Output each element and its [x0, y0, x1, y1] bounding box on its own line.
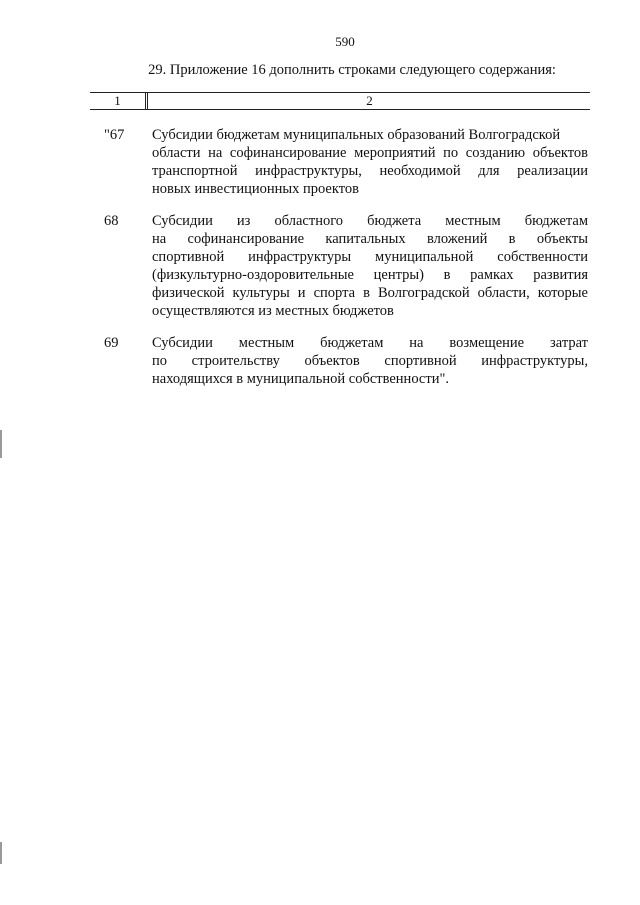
page-number: 590 [335, 34, 355, 49]
row-text-line: на софинансирование капитальных вложений в объекты [152, 231, 588, 247]
row-text-line: Субсидии бюджетам муниципальных образований Волгоградской [152, 127, 561, 143]
row-number: 69 [104, 335, 119, 351]
table-header-col2: 2 [147, 93, 591, 109]
row-text-line: новых инвестиционных проектов [152, 181, 359, 197]
row-text [152, 212, 588, 320]
row-text [152, 334, 588, 388]
row-text-line: находящихся в муниципальной собственности". [152, 371, 450, 387]
intro-paragraph: 29. Приложение 16 дополнить строками следующего содержания: [148, 62, 556, 78]
row-text-line: Субсидии из областного бюджета местным бюджетам [152, 213, 588, 229]
row-text-line: по строительству объектов спортивной инфраструктуры, [152, 353, 588, 369]
row-number: "67 [104, 127, 125, 143]
table-header [90, 92, 590, 110]
scan-edge-mark [0, 430, 2, 458]
row-text-line: Субсидии местным бюджетам на возмещение затрат [152, 335, 588, 351]
row-text-line: (физкультурно-оздоровительные центры) в рамках развития [152, 267, 588, 283]
row-number: 68 [104, 213, 119, 229]
row-text-line: физической культуры и спорта в Волгоградской области, которые [152, 285, 588, 301]
row-text-line: осуществляются из местных бюджетов [152, 303, 394, 319]
row-text-line: области на софинансирование мероприятий по созданию объектов [152, 145, 588, 161]
table-header-col1: 1 [90, 93, 146, 109]
row-text-line: транспортной инфраструктуры, необходимой для реализации [152, 163, 588, 179]
row-text-line: спортивной инфраструктуры муниципальной собственности [152, 249, 588, 265]
row-text [152, 126, 588, 198]
scan-edge-mark [0, 842, 2, 864]
